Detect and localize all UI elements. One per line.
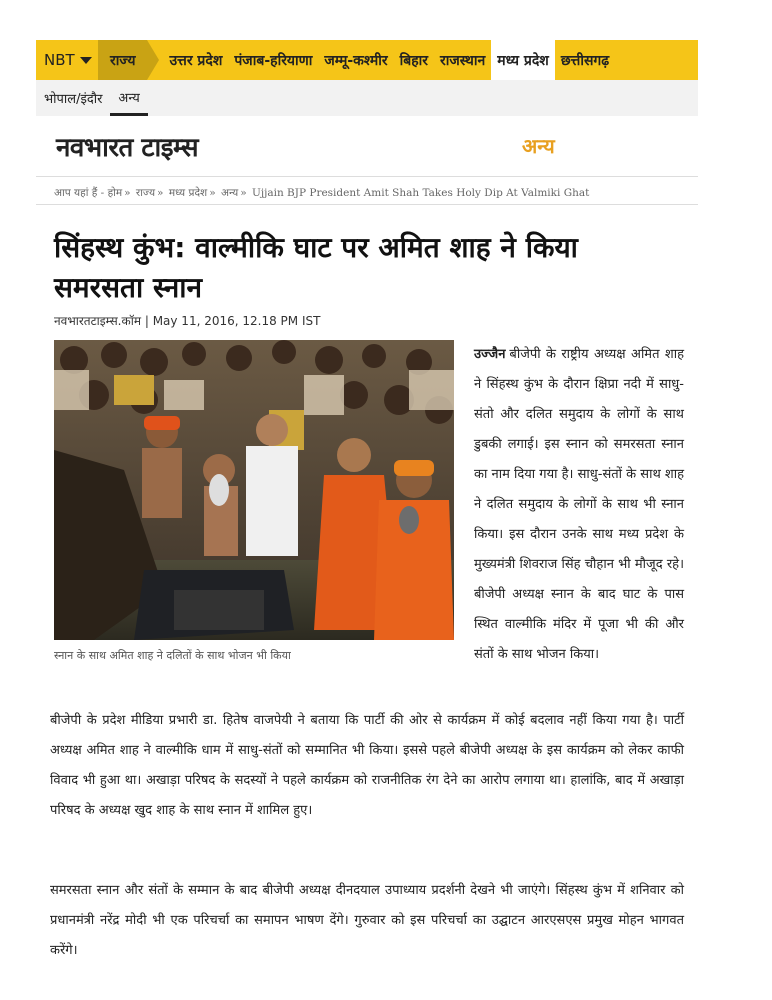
nbt-menu-button[interactable] bbox=[36, 40, 98, 80]
nav-item-jammu-kashmir[interactable]: जम्मू-कश्मीर bbox=[324, 52, 388, 69]
sub-nav-bar bbox=[36, 80, 698, 116]
state-nav-bar bbox=[36, 40, 698, 80]
dateline-city: उज्जैन bbox=[474, 347, 506, 362]
article-paragraph: बीजेपी के प्रदेश मीडिया प्रभारी डा. हितेष वाजपेयी ने बताया कि पार्टी की ओर से कार्यक्रम में कोई बदलाव नहीं किया गया है। पार्टी अध्यक्ष अमित शाह ने वाल्मीकि धाम में साधु-संतों को सम्मानित भी किया। इससे पहले बीजेपी अध्यक्ष के इस कार्यक्रम को लेकर काफी विवाद भी हुआ था। अखाड़ा परिषद के सदस्यों ने पहले कार्यक्रम को राजनीतिक रंग देने का आरोप लगाया था। हालांकि, बाद में अखाड़ा परिषद के अध्यक्ष खुद शाह के साथ स्नान में शामिल हुए। bbox=[50, 713, 684, 818]
nav-item-madhya-pradesh[interactable]: मध्य प्रदेश bbox=[491, 40, 555, 80]
masthead bbox=[36, 116, 698, 177]
nav-item-punjab-haryana[interactable]: पंजाब-हरियाणा bbox=[234, 52, 313, 69]
crowd-photo-illustration bbox=[54, 340, 454, 640]
article-date: May 11, 2016, 12.18 PM IST bbox=[152, 314, 321, 328]
article-byline bbox=[54, 312, 320, 329]
nav-item-uttar-pradesh[interactable]: उत्तर प्रदेश bbox=[169, 52, 223, 69]
subnav-item-anya[interactable]: अन्य bbox=[110, 80, 147, 116]
article-intro bbox=[474, 340, 684, 670]
article-paragraph: समरसता स्नान और संतों के सम्मान के बाद बीजेपी अध्यक्ष दीनदयाल उपाध्याय प्रदर्शनी देखने भी जाएंगे। सिंहस्थ कुंभ में शनिवार को प्रधानमंत्री नरेंद्र मोदी भी एक परिचर्चा का समापन भाषण देंगे। गुरुवार को इस परिचर्चा का उद्घाटन आरएसएस प्रमुख मोहन भागवत करेंगे। bbox=[50, 883, 684, 958]
divider bbox=[36, 204, 698, 205]
breadcrumb-link-home[interactable]: होम bbox=[107, 187, 123, 199]
breadcrumb-separator: » bbox=[209, 187, 216, 199]
article-source[interactable]: नवभारतटाइम्स.कॉम bbox=[54, 314, 141, 328]
section-title: अन्य bbox=[522, 134, 555, 158]
nav-item-rajya[interactable]: राज्य bbox=[98, 40, 147, 80]
breadcrumb-link-madhya-pradesh[interactable]: मध्य प्रदेश bbox=[168, 187, 208, 199]
caret-down-icon bbox=[80, 57, 92, 64]
subnav-item-bhopal-indore[interactable]: भोपाल/इंदौर bbox=[44, 92, 103, 107]
nav-item-chhattisgarh[interactable]: छत्तीसगढ़ bbox=[560, 52, 610, 69]
breadcrumb-separator: » bbox=[240, 187, 247, 199]
site-logo[interactable]: नवभारत टाइम्स bbox=[56, 133, 199, 163]
arrow-right-icon bbox=[147, 40, 159, 80]
nbt-brand-label: NBT bbox=[44, 51, 75, 69]
breadcrumb-current: Ujjain BJP President Amit Shah Takes Holy Dip At Valmiki Ghat bbox=[251, 187, 590, 199]
breadcrumb bbox=[54, 186, 680, 200]
breadcrumb-link-rajya[interactable]: राज्य bbox=[135, 187, 156, 199]
nav-item-bihar[interactable]: बिहार bbox=[399, 52, 429, 69]
breadcrumb-link-anya[interactable]: अन्य bbox=[220, 187, 239, 199]
intro-text: बीजेपी के राष्ट्रीय अध्यक्ष अमित शाह ने सिंहस्थ कुंभ के दौरान क्षिप्रा नदी में साधु-संतो और दलित समुदाय के लोगों के साथ डुबकी लगाई। इस स्नान को समरसता स्नान का नाम दिया गया है। साधु-संतों के साथ शाह ने दलित समुदाय के लोगों के साथ भी स्नान किया। इस दौरान उनके साथ मध्य प्रदेश के मुख्यमंत्री शिवराज सिंह चौहान भी मौजूद रहे। बीजेपी अध्यक्ष स्नान के बाद घाट के पास स्थित वाल्मीकि मंदिर में पूजा भी की और संतों के साथ भोजन किया। bbox=[474, 347, 684, 662]
article-headline: सिंहस्थ कुंभ: वाल्मीकि घाट पर अमित शाह ने किया समरसता स्नान bbox=[54, 231, 578, 304]
byline-separator: | bbox=[144, 314, 153, 328]
photo-caption: स्नान के साथ अमित शाह ने दलितों के साथ भोजन भी किया bbox=[54, 649, 291, 662]
breadcrumb-prefix: आप यहां हैं - bbox=[54, 187, 105, 199]
breadcrumb-separator: » bbox=[157, 187, 164, 199]
breadcrumb-separator: » bbox=[124, 187, 131, 199]
article-photo[interactable] bbox=[54, 340, 454, 640]
nav-item-rajasthan[interactable]: राजस्थान bbox=[440, 52, 486, 69]
